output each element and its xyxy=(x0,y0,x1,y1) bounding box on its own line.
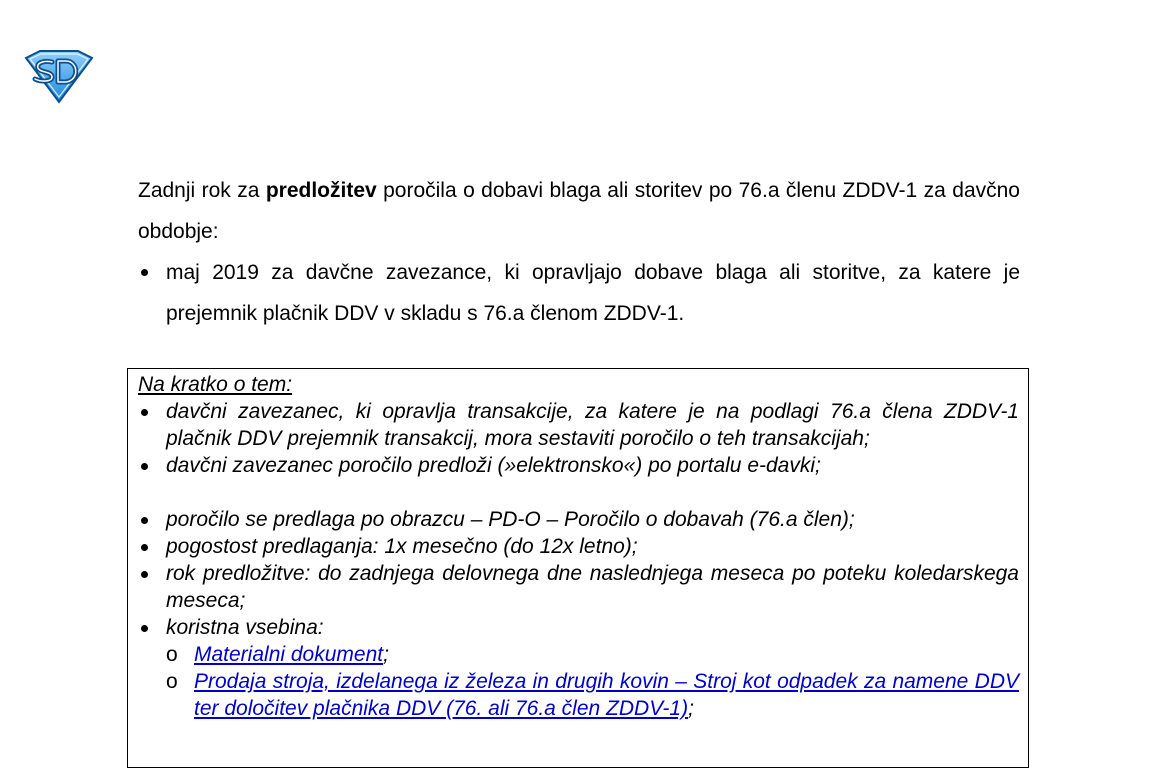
link-suffix: ; xyxy=(383,643,389,666)
summary-item: pogostost predlaganja: 1x mesečno (do 12x letno); xyxy=(138,533,1019,560)
summary-item-useful-content xyxy=(138,614,1019,722)
intro-bold-word: predložitev xyxy=(265,179,377,202)
summary-title: Na kratko o tem: xyxy=(138,373,293,396)
intro-section xyxy=(138,170,1020,334)
useful-link-item xyxy=(166,641,1019,668)
summary-item: poročilo se predlaga po obrazcu – PD-O – Poročilo o dobavah (76.a člen); xyxy=(138,506,1019,533)
link-prodaja-stroja[interactable]: Prodaja stroja, izdelanega iz železa in drugih kovin – Stroj kot odpadek za namene DDV ter določitev plačnika DDV (76. ali 76.a člen ZDDV-1) xyxy=(194,670,1019,720)
link-suffix: ; xyxy=(688,697,694,720)
intro-text-end: poročila o dobavi blaga ali storitev po 76.a členu ZDDV-1 za davčno obdobje: xyxy=(138,179,1020,243)
intro-text-start: Zadnji rok za xyxy=(138,179,266,202)
summary-item-label: koristna vsebina: xyxy=(166,616,324,639)
summary-box xyxy=(127,368,1029,768)
summary-item: davčni zavezanec poročilo predloži (»elektronsko«) po portalu e-davki; xyxy=(138,452,1019,479)
sub-bullet-marker: o xyxy=(166,643,178,666)
useful-links-list xyxy=(166,641,1019,722)
intro-paragraph xyxy=(138,170,1020,252)
summary-list xyxy=(138,398,1019,722)
link-materialni-dokument[interactable]: Materialni dokument xyxy=(194,643,384,666)
sub-bullet-marker: o xyxy=(166,670,178,693)
summary-item: davčni zavezanec, ki opravlja transakcije, za katere je na podlagi 76.a člena ZDDV-1 plačnik DDV prejemnik transakcij, mora sestaviti poročilo o teh transakcijah; xyxy=(138,398,1019,452)
sd-logo xyxy=(22,48,96,104)
intro-list xyxy=(138,252,1020,334)
intro-bullet: maj 2019 za davčne zavezance, ki opravljajo dobave blaga ali storitve, za katere je prejemnik plačnik DDV v skladu s 76.a členom ZDDV-1. xyxy=(138,252,1020,334)
summary-item: rok predložitve: do zadnjega delovnega dne naslednjega meseca po poteku koledarskega meseca; xyxy=(138,560,1019,614)
useful-link-item xyxy=(166,668,1019,722)
